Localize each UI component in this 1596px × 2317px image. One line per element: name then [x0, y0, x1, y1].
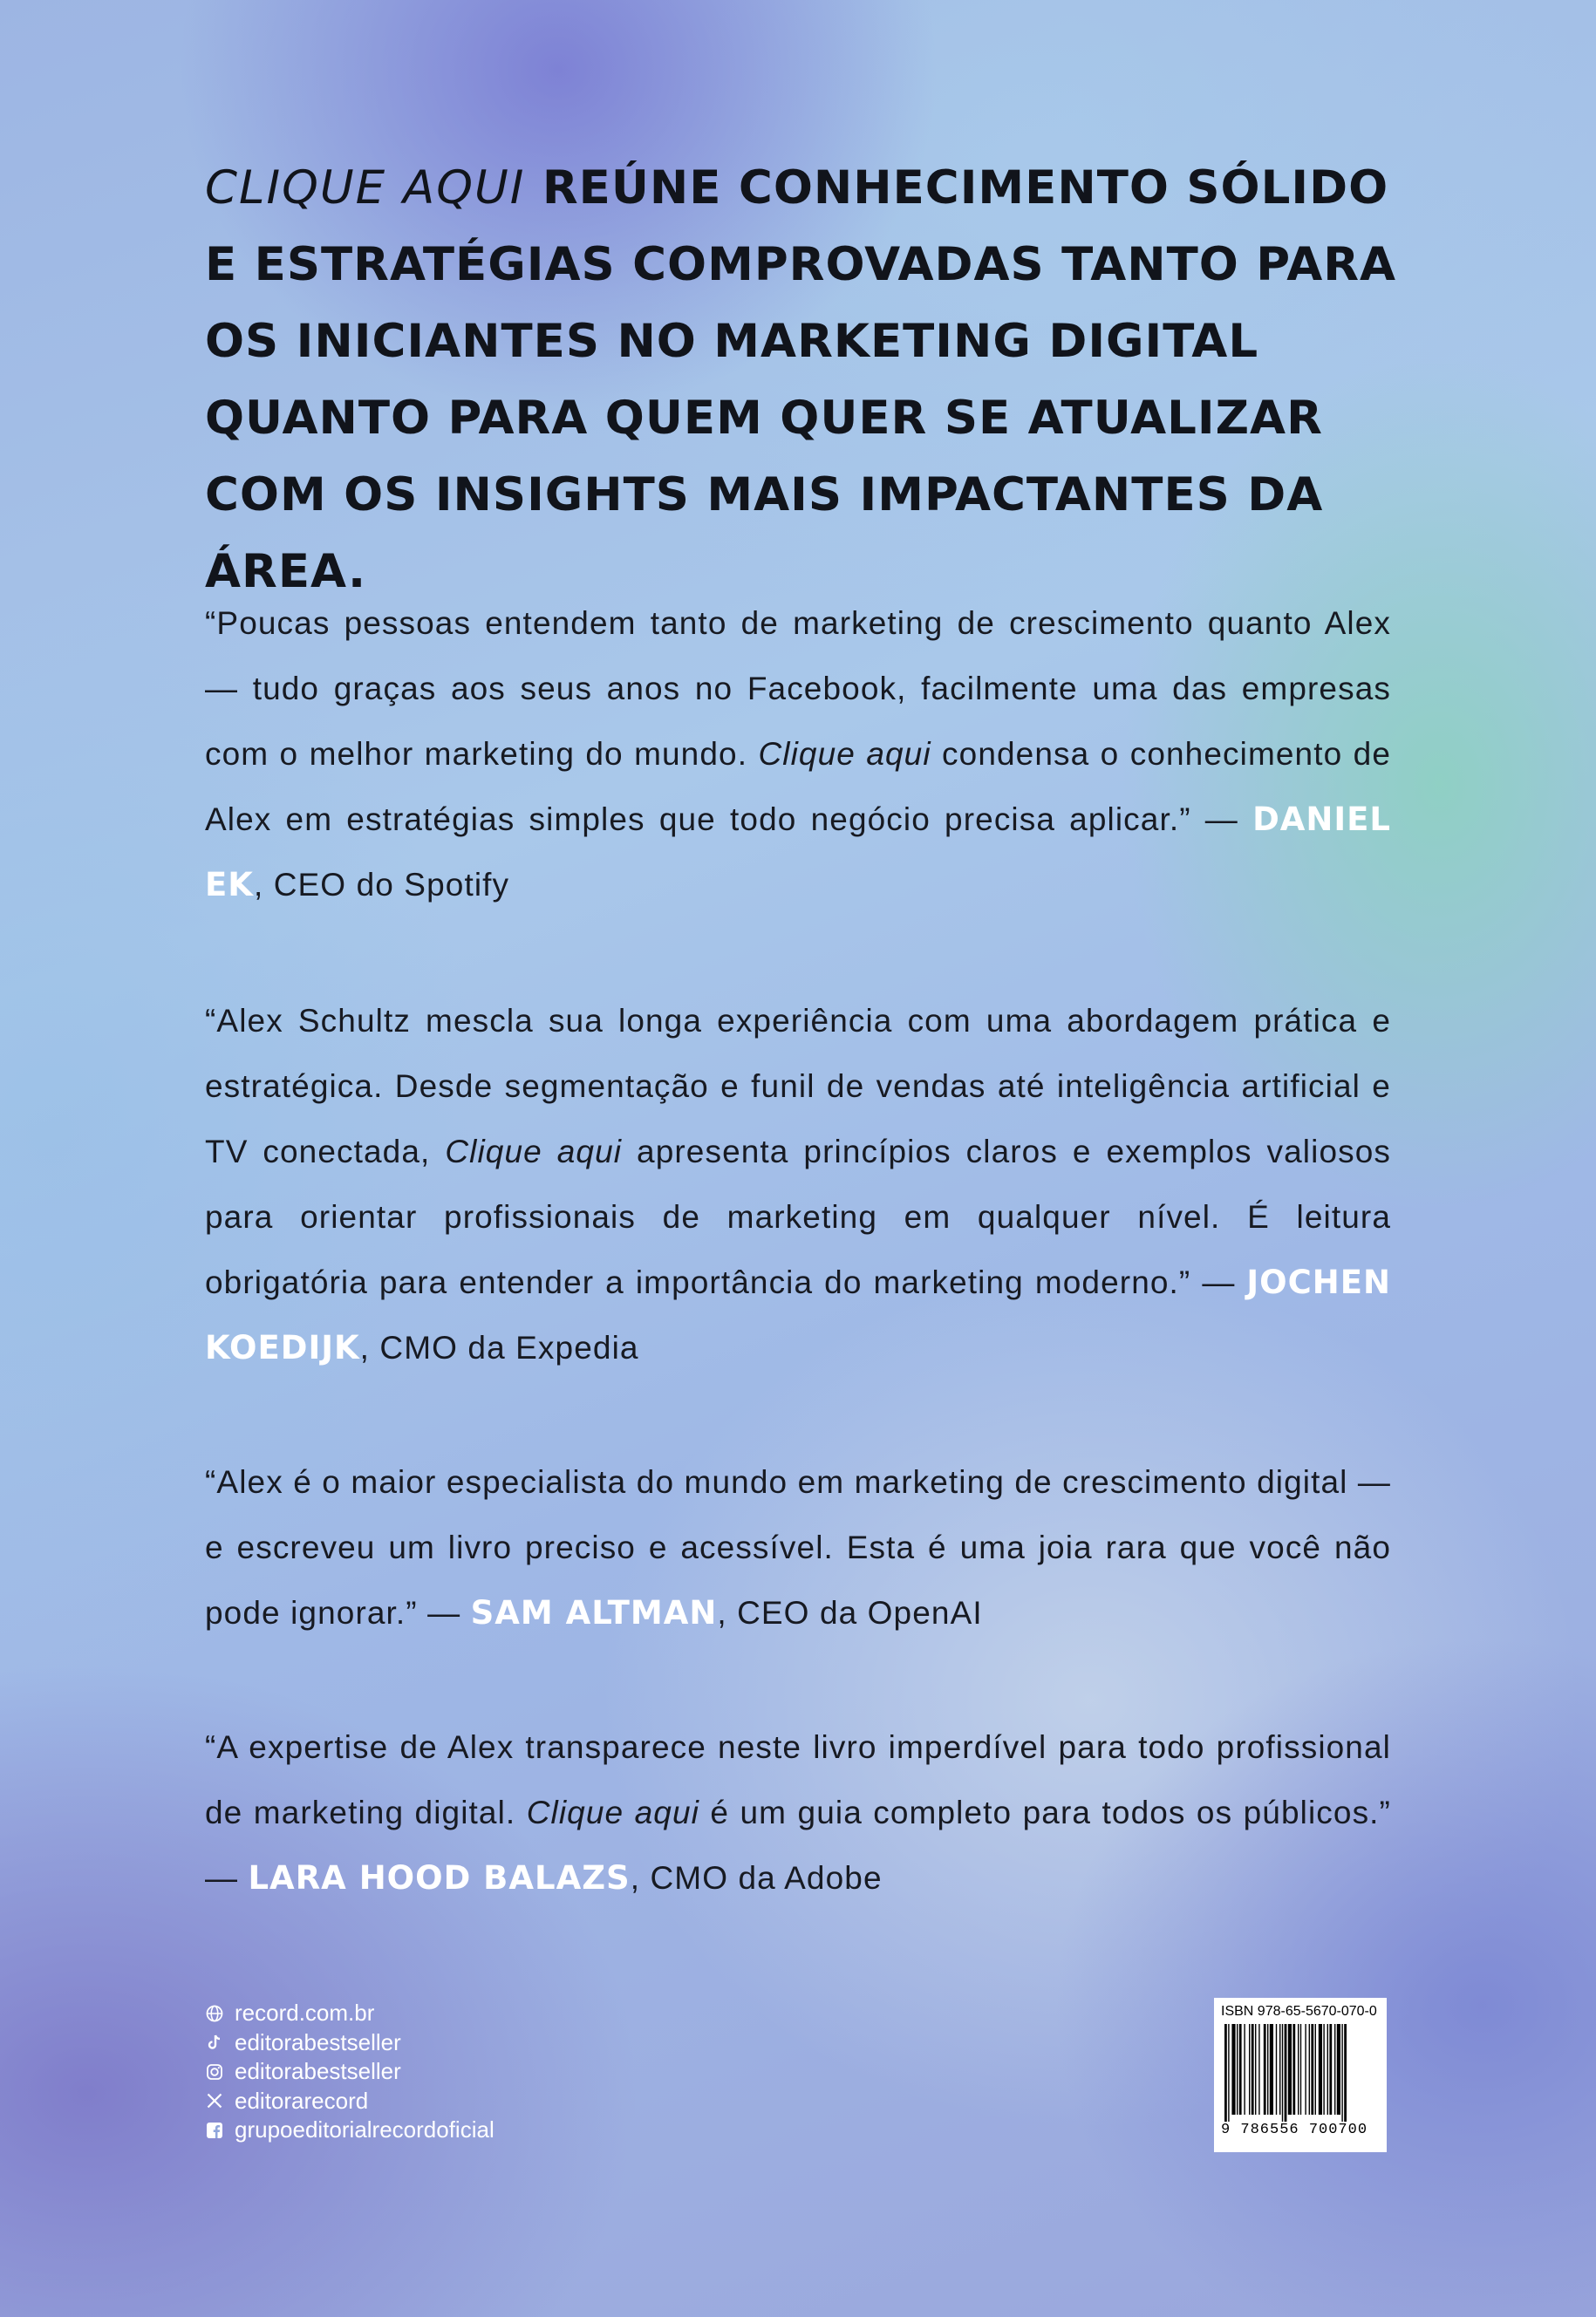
tiktok-icon: [205, 2033, 224, 2052]
social-item-instagram[interactable]: [205, 2057, 494, 2087]
barcode-bar: [1255, 2024, 1256, 2115]
headline-text: REÚNE CONHECIMENTO SÓLIDO E ESTRATÉGIAS COMPROVADAS TANTO PARA OS INICIANTES NO MARKETING DIGITAL QUANTO PARA QUEM QUER SE ATUALIZAR COM OS INSIGHTS MAIS IMPACTANTES DA ÁREA.: [205, 161, 1397, 598]
quote-author: DANIEL EK: [205, 801, 1391, 903]
quote-sam-altman: [205, 1449, 1391, 1646]
social-label: editorabestseller: [235, 2058, 401, 2084]
social-label: record.com.br: [235, 2000, 375, 2026]
barcode-bar: [1231, 2024, 1235, 2115]
instagram-icon: [205, 2062, 224, 2082]
barcode-bar: [1315, 2024, 1316, 2115]
barcode-bar: [1249, 2024, 1250, 2115]
social-label: grupoeditorialrecordoficial: [235, 2116, 494, 2143]
barcode-bar: [1252, 2024, 1254, 2115]
author-role: , CEO da OpenAI: [717, 1595, 983, 1631]
quote-text: condensa o conhecimento de Alex em estratégias simples que todo negócio precisa aplicar.” —: [205, 736, 1391, 837]
author-role: , CMO da Adobe: [630, 1860, 883, 1896]
barcode-bar: [1276, 2024, 1277, 2115]
barcode-bar: [1309, 2024, 1310, 2115]
book-title-italic: Clique aqui: [526, 1795, 699, 1830]
barcode-bar: [1285, 2024, 1287, 2122]
barcode-bar: [1239, 2024, 1242, 2115]
barcode-bar: [1341, 2024, 1342, 2122]
social-item-x[interactable]: [205, 2087, 494, 2116]
facebook-icon: [205, 2121, 224, 2140]
barcode-bar: [1329, 2024, 1332, 2115]
quote-author: JOCHEN KOEDIJK: [205, 1264, 1391, 1366]
book-title-italic: Clique aqui: [758, 736, 931, 772]
barcode-bar: [1311, 2024, 1313, 2115]
barcode-bar: [1292, 2024, 1295, 2115]
social-label: editorabestseller: [235, 2028, 401, 2055]
barcode-bar: [1288, 2024, 1292, 2115]
quote-text: “Alex é o maior especialista do mundo em marketing de crescimento digital — e escreveu um livro preciso e acessível. Esta é uma joia rara que você não pode ignorar.” —: [205, 1464, 1391, 1631]
barcode-digits: 9 786556 700700: [1221, 2122, 1368, 2138]
barcode-bar: [1300, 2024, 1301, 2115]
barcode-bar: [1267, 2024, 1268, 2115]
headline: [205, 150, 1408, 610]
barcode-bar: [1224, 2024, 1227, 2122]
book-title-italic: CLIQUE AQUI: [205, 161, 526, 215]
barcode-bar: [1327, 2024, 1328, 2115]
isbn-barcode: [1214, 1998, 1387, 2152]
barcode-bars: [1221, 2024, 1380, 2122]
x-icon: [205, 2091, 224, 2110]
barcode-bar: [1298, 2024, 1299, 2115]
quote-daniel-ek: [205, 590, 1391, 917]
social-item-tiktok[interactable]: [205, 2028, 494, 2058]
quote-author: LARA HOOD BALAZS: [248, 1859, 631, 1897]
author-role: , CMO da Expedia: [359, 1330, 639, 1366]
barcode-bar: [1270, 2024, 1273, 2115]
quote-jochen-koedijk: [205, 988, 1391, 1380]
author-role: , CEO do Spotify: [253, 867, 510, 903]
barcode-bar: [1323, 2024, 1324, 2115]
barcode-bar: [1282, 2024, 1283, 2122]
barcode-bar: [1344, 2024, 1347, 2122]
barcode-bar: [1334, 2024, 1335, 2115]
barcode-bar: [1264, 2024, 1266, 2115]
social-label: editorarecord: [235, 2087, 369, 2114]
quote-author: SAM ALTMAN: [470, 1594, 718, 1632]
quote-text: “Alex Schultz mescla sua longa experiência com uma abordagem prática e estratégica. Desde segmentação e funil de vendas até inteligência artificial e TV conectada,: [205, 1003, 1391, 1169]
globe-icon: [205, 2004, 224, 2023]
quote-text: “A expertise de Alex transparece neste livro imperdível para todo profissional de marketing digital.: [205, 1729, 1391, 1830]
barcode-bar: [1337, 2024, 1340, 2115]
isbn-label: ISBN 978-65-5670-070-0: [1221, 2004, 1377, 2019]
barcode-bar: [1228, 2024, 1229, 2122]
barcode-bar: [1305, 2024, 1306, 2115]
barcode-bar: [1244, 2024, 1245, 2115]
social-item-facebook[interactable]: [205, 2116, 494, 2145]
social-links: [205, 1999, 494, 2145]
quote-text: apresenta princípios claros e exemplos valiosos para orientar profissionais de marketing em qualquer nível. É leitura obrigatória para entender a importância do marketing moderno.” —: [205, 1134, 1392, 1300]
barcode-bar: [1258, 2024, 1259, 2115]
book-title-italic: Clique aqui: [445, 1134, 623, 1169]
barcode-bar: [1319, 2024, 1322, 2115]
quote-lara-hood-balazs: [205, 1714, 1391, 1911]
barcode-bar: [1237, 2024, 1238, 2115]
quote-text: “Poucas pessoas entendem tanto de marketing de crescimento quanto Alex — tudo graças aos seus anos no Facebook, facilmente uma das empresas com o melhor marketing do mundo.: [205, 605, 1391, 772]
social-item-website[interactable]: [205, 1999, 494, 2028]
quote-text: é um guia completo para todos os públicos.” —: [205, 1795, 1391, 1896]
barcode-bar: [1279, 2024, 1280, 2115]
